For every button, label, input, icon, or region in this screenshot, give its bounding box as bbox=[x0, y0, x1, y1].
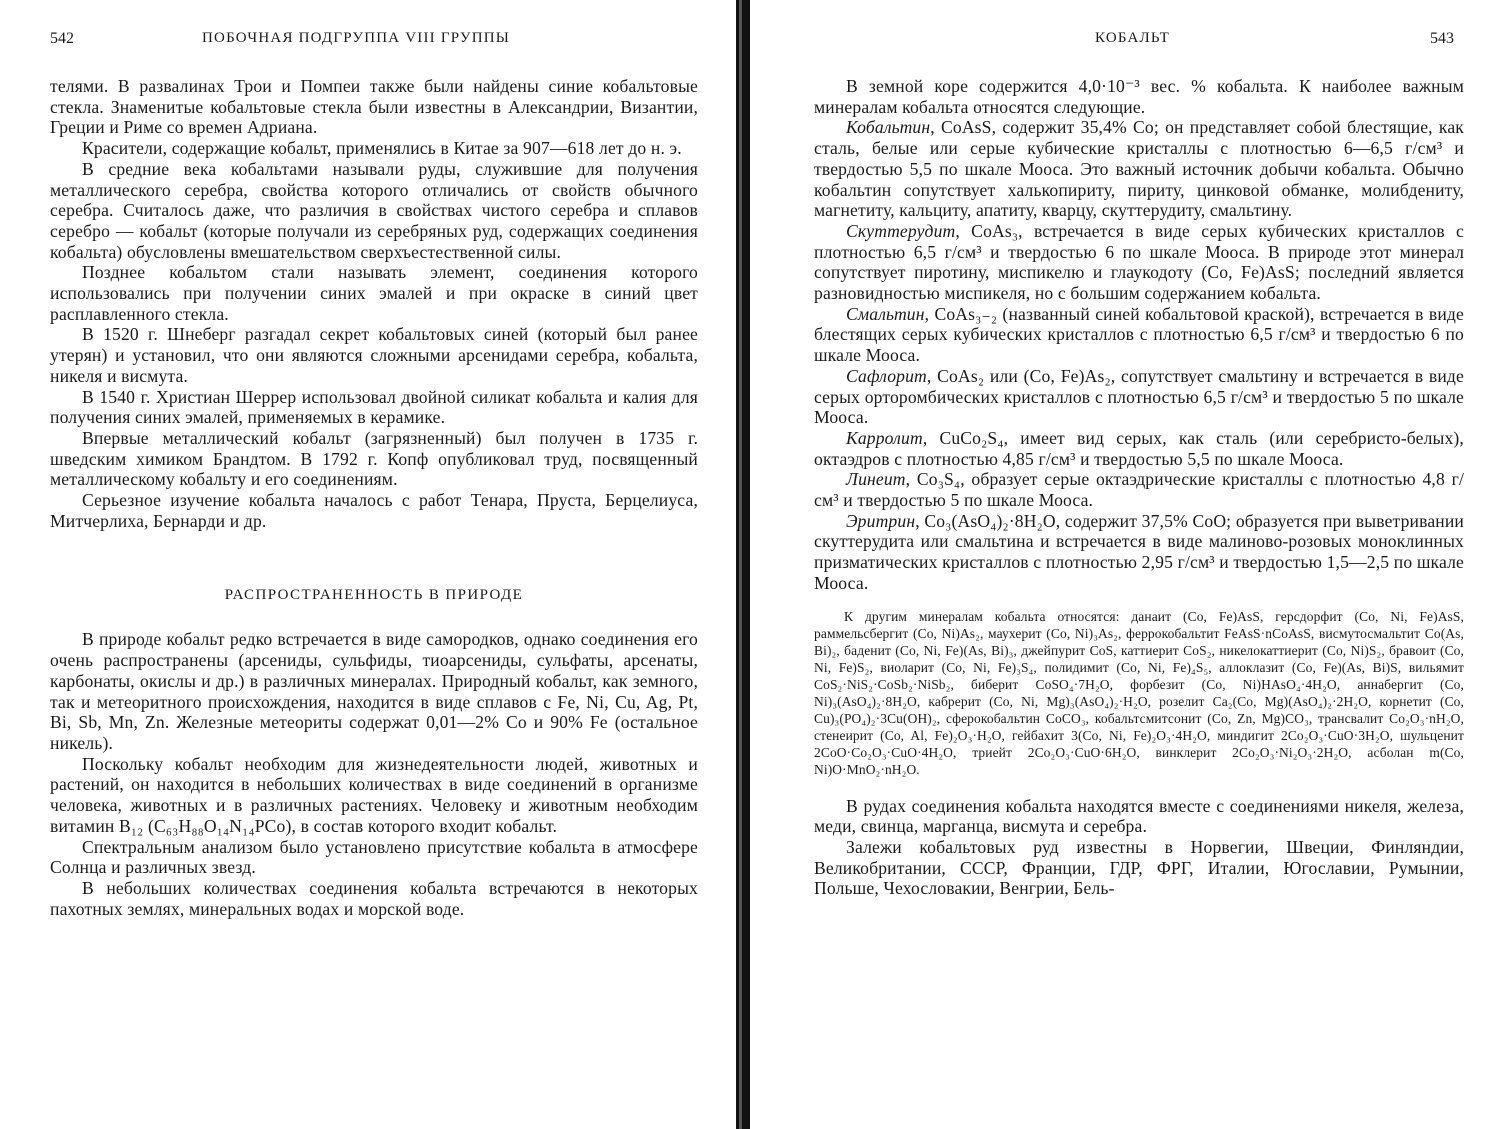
running-head-left: ПОБОЧНАЯ ПОДГРУППА VIII ГРУППЫ bbox=[202, 30, 511, 46]
mineral-paragraph bbox=[814, 428, 1464, 469]
paragraph: Красители, содержащие кобальт, применялись в Китае за 907—618 лет до н. э. bbox=[82, 138, 682, 159]
paragraph: В природе кобальт редко встречается в виде самородков, однако соединения его очень распространены (арсениды, сульфиды, тиоарсениды, сульфаты, арсенаты, карбонаты, окислы и др.) в различных минералах. Природный кобальт, как земного, так и метеоритного происхождения, находится в виде сплавов с Fe, Ni, Cu, Ag, Pt, Bi, Sb, Mn, Zn. Железные метеориты содержат 0,01—2% Co и 90% Fe (остальное никель). bbox=[50, 629, 698, 753]
mineral-text: , CoAs₂ или (Co, Fe)As₂, сопутствует смальтину и встречается в виде серых орторомбических кристаллов с плотностью 6,5 г/см³ и твердостью 5 по шкале Мооса. bbox=[814, 365, 1464, 428]
mineral-name: Карролит bbox=[846, 427, 923, 448]
paragraph: Серьезное изучение кобальта началось с работ Тенара, Пруста, Берцелиуса, Митчерлиха, Бернарди и др. bbox=[50, 490, 698, 531]
mineral-name: Смальтин bbox=[846, 303, 925, 324]
paragraph: В средние века кобальтами называли руды, служившие для получения металлического серебра, свойства которого отличались от свойств обычного серебра. Считалось даже, что различия в свойствах чистого серебра и сплавов серебро — кобальт (которые получали из серебряных руд, содержащих соединения кобальта) обусловлены вмешательством сверхъестественной силы. bbox=[50, 158, 698, 262]
mineral-name: Эритрин bbox=[846, 510, 916, 531]
left-column bbox=[50, 76, 698, 919]
paragraph: В рудах соединения кобальта находятся вместе с соединениями никеля, железа, меди, свинца, марганца, висмута и серебра. bbox=[814, 795, 1464, 837]
page-number-right: 543 bbox=[1430, 30, 1454, 47]
paragraph: Спектральным анализом было установлено присутствие кобальта в атмосфере Солнца и различных звезд. bbox=[50, 836, 698, 878]
mineral-text: , CuCo₂S₄, имеет вид серых, как сталь (или серебристо-белых), октаэдров с плотностью 4,85 г/см³ и твердостью 5,5 по шкале Мооса. bbox=[814, 427, 1464, 469]
right-page bbox=[752, 0, 1506, 1129]
mineral-paragraph bbox=[814, 304, 1464, 366]
mineral-text: , Co₃S₄, образует серые октаэдрические кристаллы с плотностью 4,8 г/см³ и твердостью 5 по шкале Мооса. bbox=[814, 469, 1464, 511]
mineral-text: , Co₃(AsO₄)₂·8H₂O, содержит 37,5% CoO; образуется при выветривании скуттерудита или смальтина и встречается в виде малиново-розовых моноклинных призматических кристаллов с плотностью 2,95 г/см³ и твердостью 1,5—2,5 по шкале Мооса. bbox=[814, 510, 1464, 593]
section-heading: РАСПРОСТРАНЕННОСТЬ В ПРИРОДЕ bbox=[224, 587, 524, 604]
paragraph: Позднее кобальтом стали называть элемент, соединения которого использовались при получении синих эмалей и при окраске в синий цвет расплавленного стекла. bbox=[50, 262, 698, 324]
mineral-paragraph bbox=[814, 221, 1464, 304]
mineral-name: Скуттерудит bbox=[846, 220, 956, 241]
mineral-paragraph bbox=[814, 366, 1464, 428]
mineral-name: Сафлорит bbox=[846, 365, 927, 386]
mineral-text: , CoAs₃, встречается в виде серых кубических кристаллов с плотностью 6,5 г/см³ и твердостью 6 по шкале Мооса. В природе этот минерал сопутствует пиротину, миспикелю и глаукодоту (Co, Fe)AsS; последний является разновидностью миспикеля, но с большим содержанием кобальта. bbox=[814, 220, 1464, 304]
page-number-left: 542 bbox=[50, 30, 74, 47]
mineral-text: , CoAsS, содержит 35,4% Co; он представляет собой блестящие, как сталь, белые или серые кубические кристаллы с плотностью 6—6,5 г/см³ и твердостью 5,5 по шкале Мооса. Это важный источник добычи кобальта. Обычно кобальтин сопутствует халькопириту, пириту, цинковой обманке, молибдениту, магнетиту, кальциту, апатиту, кварцу, скуттерудиту, смальтину. bbox=[814, 117, 1464, 221]
mineral-paragraph bbox=[814, 511, 1464, 594]
right-column bbox=[814, 76, 1464, 899]
paragraph: Залежи кобальтовых руд известны в Норвегии, Швеции, Финляндии, Великобритании, СССР, Франции, ГДР, ФРГ, Италии, Югославии, Румынии, Польше, Чехословакии, Венгрии, Бель- bbox=[814, 836, 1464, 899]
paragraph: телями. В развалинах Трои и Помпеи также были найдены синие кобальтовые стекла. Знаменитые кобальтовые стекла были известны в Александрии, Византии, Греции и Риме со времен Адриана. bbox=[50, 76, 698, 138]
paragraphs-top bbox=[50, 76, 698, 531]
book-spine bbox=[736, 0, 750, 1129]
paragraphs-bottom bbox=[50, 629, 698, 919]
paragraph: Впервые металлический кобальт (загрязненный) был получен в 1735 г. шведским химиком Брандтом. В 1792 г. Копф опубликовал труд, посвященный металлическому кобальту и его соединениям. bbox=[50, 427, 698, 490]
running-head-right: КОБАЛЬТ bbox=[1095, 30, 1170, 46]
small-print-mineral-list: К другим минералам кобальта относятся: данаит (Co, Fe)AsS, герсдорфит (Co, Ni, Fe)AsS, раммельсбергит (Co, Ni)As₂, маухерит (Co, Ni)₃As₂, феррокобальтит FeAsS·nCoAsS, висмутосмальтит Co(As, Bi)₂, баденит (Co, Ni, Fe)(As, Bi)₃, джейпурит CoS, каттиерит CoS₂, никелокаттиерит (Co, Ni)S₂, бравоит (Co, Ni, Fe)S₂, виоларит (Co, Ni, Fe)₃S₄, полидимит (Co, Ni, Fe)₄S₅, аллоклазит (Co, Fe)(As, Bi)S, вильямит CoS₂·NiS₂·CoSb₂·NiSb₂, биберит CoSO₄·7H₂O, форбезит (Co, Ni)HAsO₄·4H₂O, аннабергит (Co, Ni)₃(AsO₄)₂·8H₂O, кабрерит (Co, Ni, Mg)₃(AsO₄)₂·H₂O, розелит Ca₂(Co, Mg)(AsO₄)₂·2H₂O, корнетит (Co, Cu)₃(PO₄)₂·3Cu(OH)₂, сферокобальтин CoCO₃, кобальтсмитсонит (Co, Zn, Mg)CO₃, трансвалит Co₂O₃·nH₂O, стенеирит (Co, Al, Fe)₂O₃·H₂O, гейбахит 3(Co, Ni, Fe)₂O₃·4H₂O, миндигит 2Co₂O₃·CuO·3H₂O, шульценит 2CoO·Co₂O₃·CuO·4H₂O, триейт 2Co₂O₃·CuO·6H₂O, винклерит 2Co₂O₃·Ni₂O₃·2H₂O, асболан m(Co, Ni)O·MnO₂·nH₂O. bbox=[814, 608, 1464, 777]
mineral-text: , CoAs₃₋₂ (названный синей кобальтовой краской), встречается в виде блестящих серых кубических кристаллов с плотностью 6,5 г/см³ и твердостью 6 по шкале Мооса. bbox=[814, 303, 1464, 366]
mineral-name: Линеит bbox=[846, 469, 906, 490]
paragraph: Поскольку кобальт необходим для жизнедеятельности людей, животных и растений, он находится в небольших количествах в виде соединений в организме человека, животных и в различных растениях. Человеку и животным необходим витамин B₁₂ (C₆₃H₈₈O₁₄N₁₄PCo), в состав которого входит кобальт. bbox=[50, 753, 698, 836]
paragraph: В 1520 г. Шнеберг разгадал секрет кобальтовых синей (который был ранее утерян) и установил, что они являются сложными арсенидами серебра, кобальта, никеля и висмута. bbox=[50, 324, 698, 386]
left-page bbox=[0, 0, 738, 1129]
paragraph: В 1540 г. Христиан Шеррер использовал двойной силикат кобальта и калия для получения синих эмалей, применяемых в керамике. bbox=[50, 386, 698, 428]
mineral-paragraph bbox=[814, 117, 1464, 221]
intro-paragraph: В земной коре содержится 4,0·10⁻³ вес. % кобальта. К наиболее важным минералам кобальта относятся следующие. bbox=[814, 76, 1464, 117]
paragraph: В небольших количествах соединения кобальта встречаются в некоторых пахотных землях, минеральных водах и морской воде. bbox=[50, 877, 698, 919]
mineral-name: Кобальтин bbox=[846, 117, 931, 138]
mineral-paragraph bbox=[814, 469, 1464, 510]
